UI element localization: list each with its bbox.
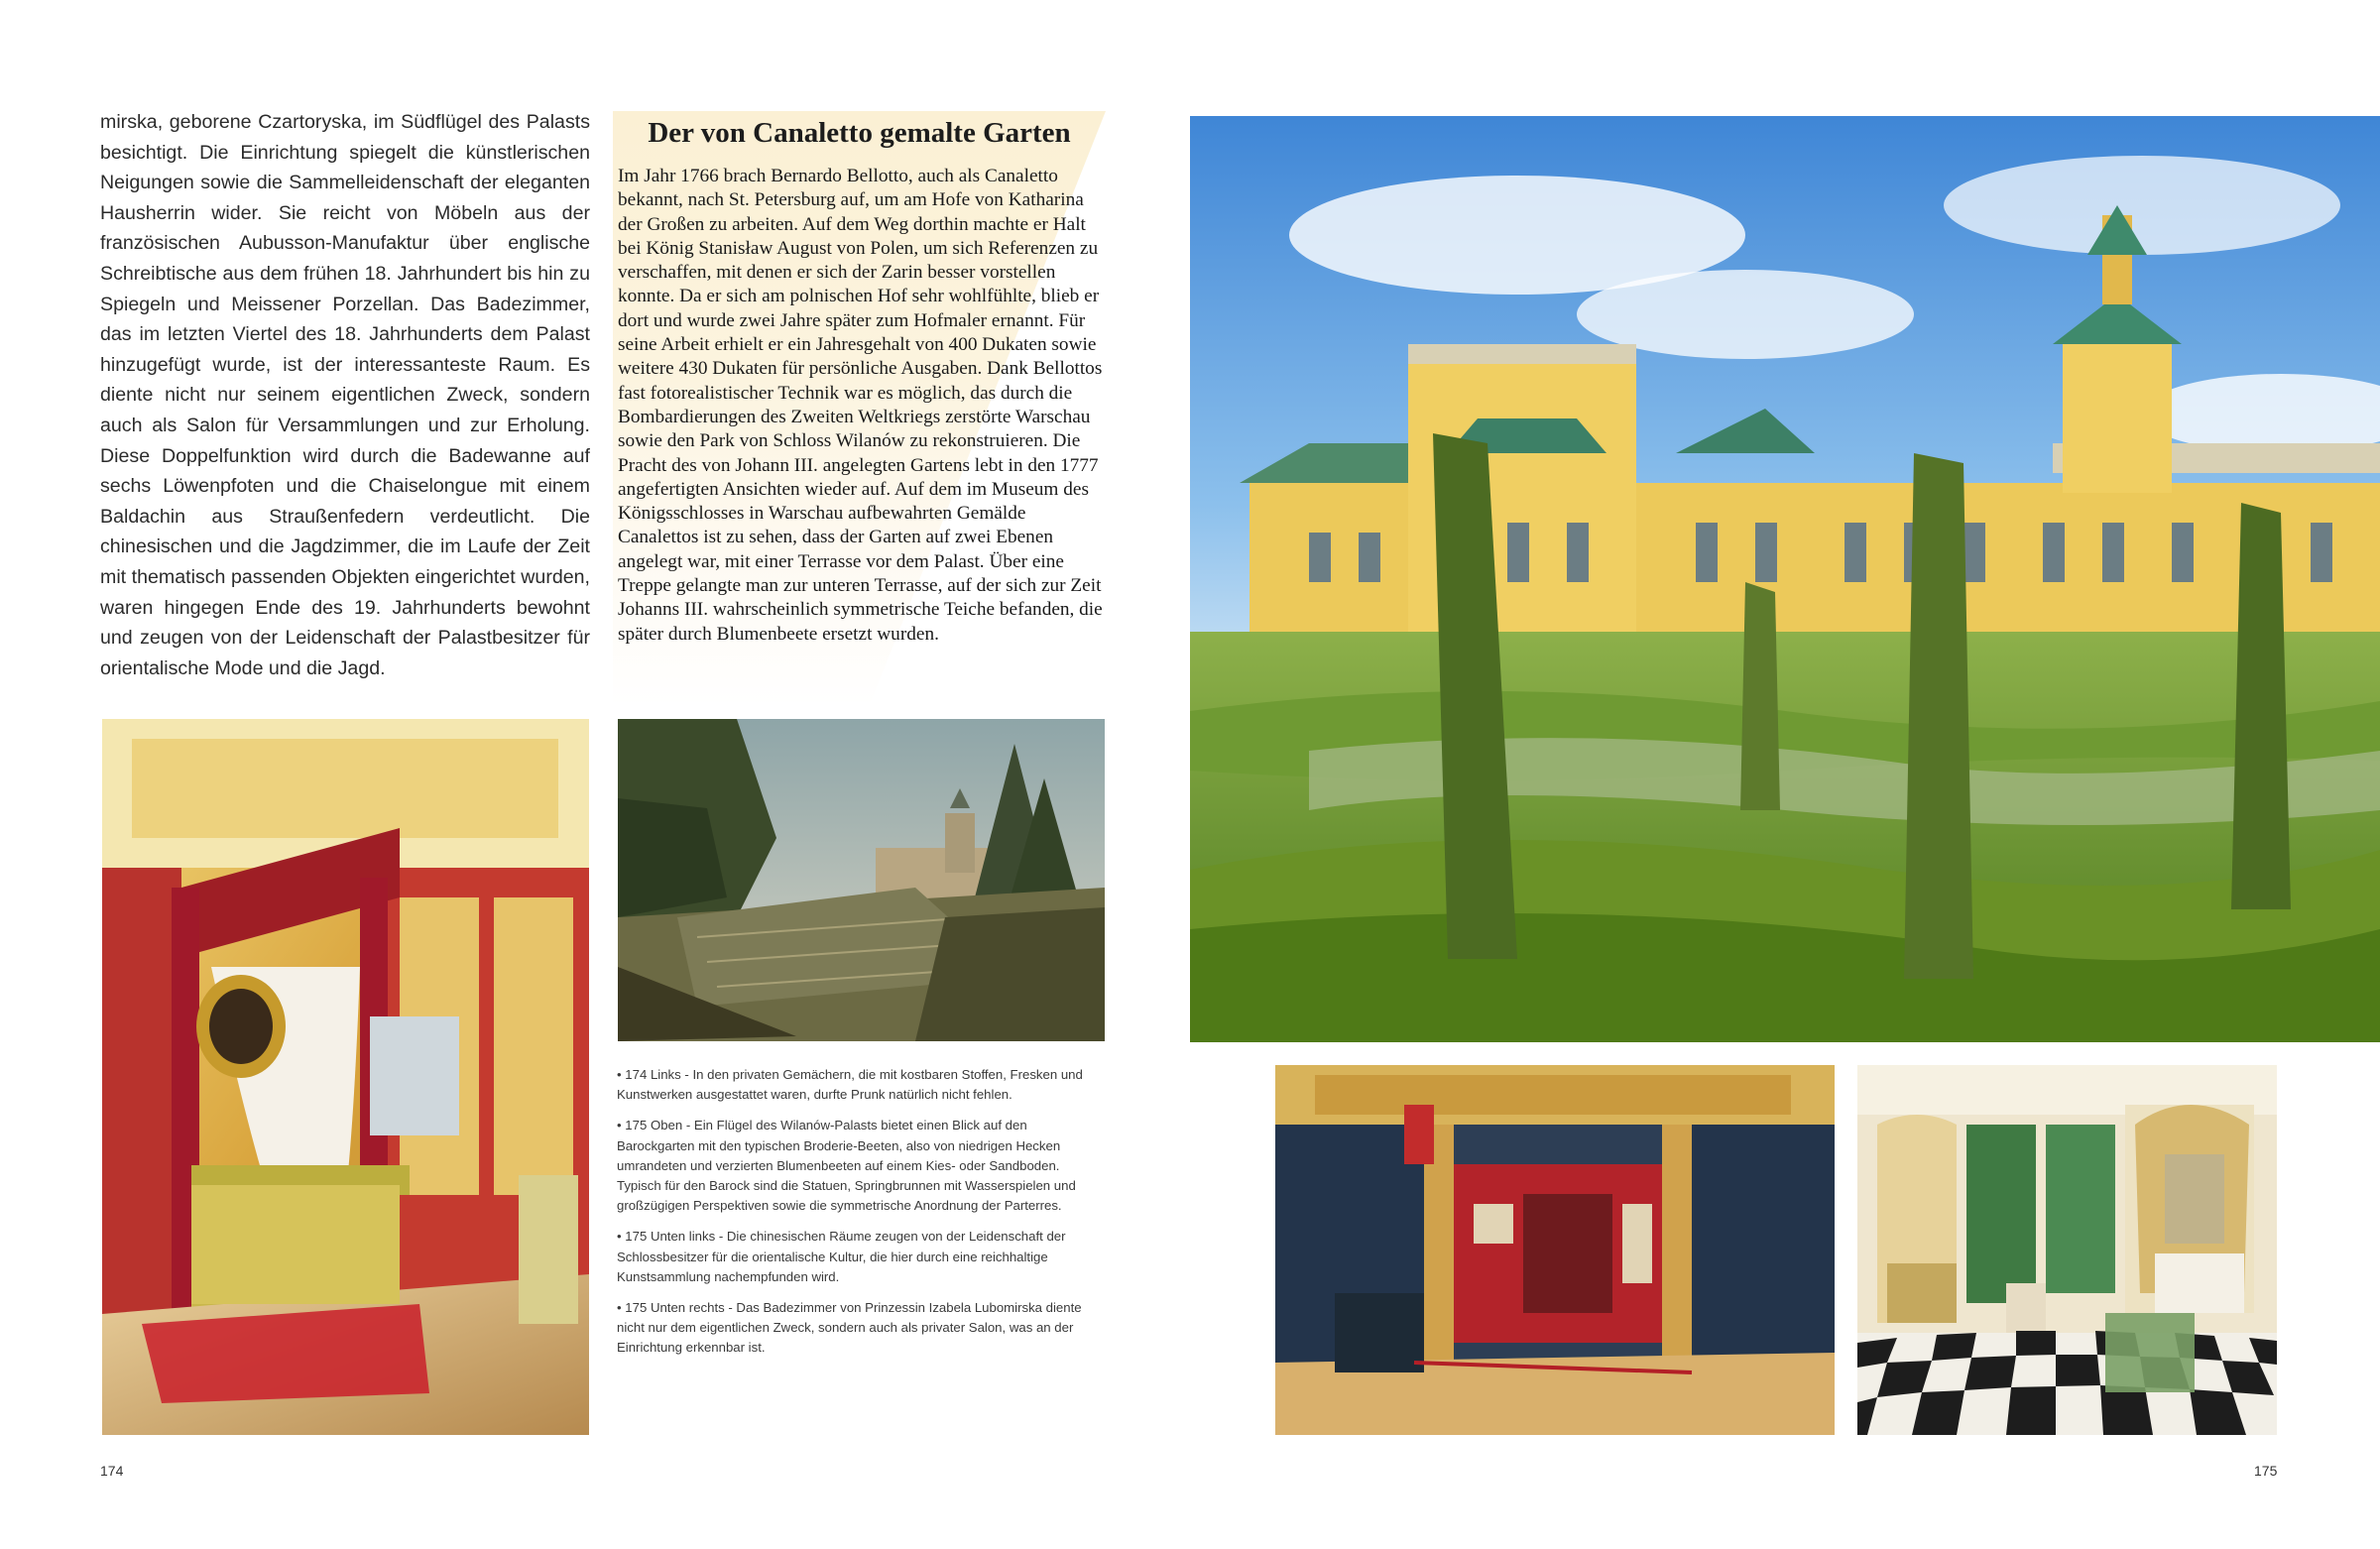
palace-garden-photo — [1190, 116, 2380, 1042]
caption-175-bottom-right: • 175 Unten rechts - Das Badezimmer von Prinzessin Izabela Lubomirska diente nicht nur dem eigentlichen Zweck, sondern auch als privater Salon, was an der Einrichtung erkennbar ist. — [617, 1300, 1082, 1356]
left-body-text: mirska, geborene Czartoryska, im Südflügel des Palasts besichtigt. Die Einrichtung spiegelt die künstlerischen Neigungen sowie die Sammelleidenschaft der eleganten Hausherrin wider. Sie reicht von Möbeln aus der französischen Aubusson-Manufaktur über englische Schreibtische aus dem frühen 18. Jahrhundert bis hin zu Spiegeln und Meissener Porzellan. Das Badezimmer, das im letzten Viertel des 18. Jahrhunderts dem Palast hinzugefügt wurde, ist der interessanteste Raum. Es diente nicht nur seinem eigentlichen Zweck, sondern auch als Salon für Versammlungen und zur Erholung. Diese Doppelfunktion wird durch die Badewanne auf sechs Löwenpfoten und die Chaiselongue mit einem Baldachin aus Straußenfedern verdeutlicht. Die chinesischen und die Jagdzimmer, die im Laufe der Zeit mit thematisch passenden Objekten eingerichtet wurden, waren hingegen Ende des 19. Jahrhunderts bewohnt und zeugen von der Leidenschaft der Palastbesitzer für orientalische Mode und die Jagd. — [100, 111, 590, 679]
bathroom-photo — [1857, 1065, 2277, 1435]
sidebar-body-text: Im Jahr 1766 brach Bernardo Bellotto, auch als Canaletto bekannt, nach St. Petersburg auf, um am Hofe von Katharina der Großen zu arbeiten. Auf dem Weg dorthin machte er Halt bei König Stanisław August von Polen, um sich Referenzen zu verschaffen, mit denen er sich der Zarin besser vorstellen konnte. Da er sich am polnischen Hof sehr wohlfühlte, blieb er dort und wurde zwei Jahre später zum Hofmaler ernannt. Für seine Arbeit erhielt er ein Jahresgehalt von 400 Dukaten sowie weitere 430 Dukaten für persönliche Ausgaben. Dank Bellottos fast fotorealistischer Technik war es möglich, das durch die Bombardierungen des Zweiten Weltkriegs zerstörte Warschau sowie den Park von Schloss Wilanów zu rekonstruieren. Die Pracht des von Johann III. angelegten Gartens lebt in den 1777 angefertigten Ansichten wieder auf. Auf dem im Museum des Königsschlosses in Warschau aufbewahrten Gemälde Canalettos ist zu sehen, dass der Garten auf zwei Ebenen angelegt war, mit einer Terrasse vor dem Palast. Über eine Treppe gelangte man zur unteren Terrasse, auf der sich zur Zeit Johanns III. wahrscheinlich symmetrische Teiche befanden, die später durch Blumenbeete ersetzt wurden. — [618, 166, 1103, 645]
bedroom-photo — [102, 719, 589, 1435]
canaletto-painting — [618, 719, 1105, 1041]
page-number-left: 174 — [100, 1463, 124, 1479]
page-number-right: 175 — [2254, 1463, 2278, 1479]
caption-174-left: • 174 Links - In den privaten Gemächern, die mit kostbaren Stoffen, Fresken und Kunstwerken ausgestattet waren, durfte Prunk natürlich nicht fehlen. — [617, 1067, 1083, 1103]
caption-175-bottom-left: • 175 Unten links - Die chinesischen Räume zeugen von der Leidenschaft der Schlossbesitzer für die orientalische Kultur, die hier durch eine reichhaltige Kunstsammlung nachempfunden wird. — [617, 1229, 1066, 1284]
sidebar-title: Der von Canaletto gemalte Garten — [648, 117, 1071, 149]
photo-captions — [617, 1065, 1103, 1370]
caption-175-top: • 175 Oben - Ein Flügel des Wilanów-Palasts bietet einen Blick auf den Barockgarten mit den typischen Broderie-Beeten, also von niedrigen Hecken umrandeten und verzierten Blumenbeeten auf einem Kies- oder Sandboden. Typisch für den Barock sind die Statuen, Springbrunnen mit Wasserspielen und großzügigen Perspektiven sowie die symmetrische Anordnung der Parterres. — [617, 1118, 1076, 1214]
chinese-room-photo — [1275, 1065, 1835, 1435]
